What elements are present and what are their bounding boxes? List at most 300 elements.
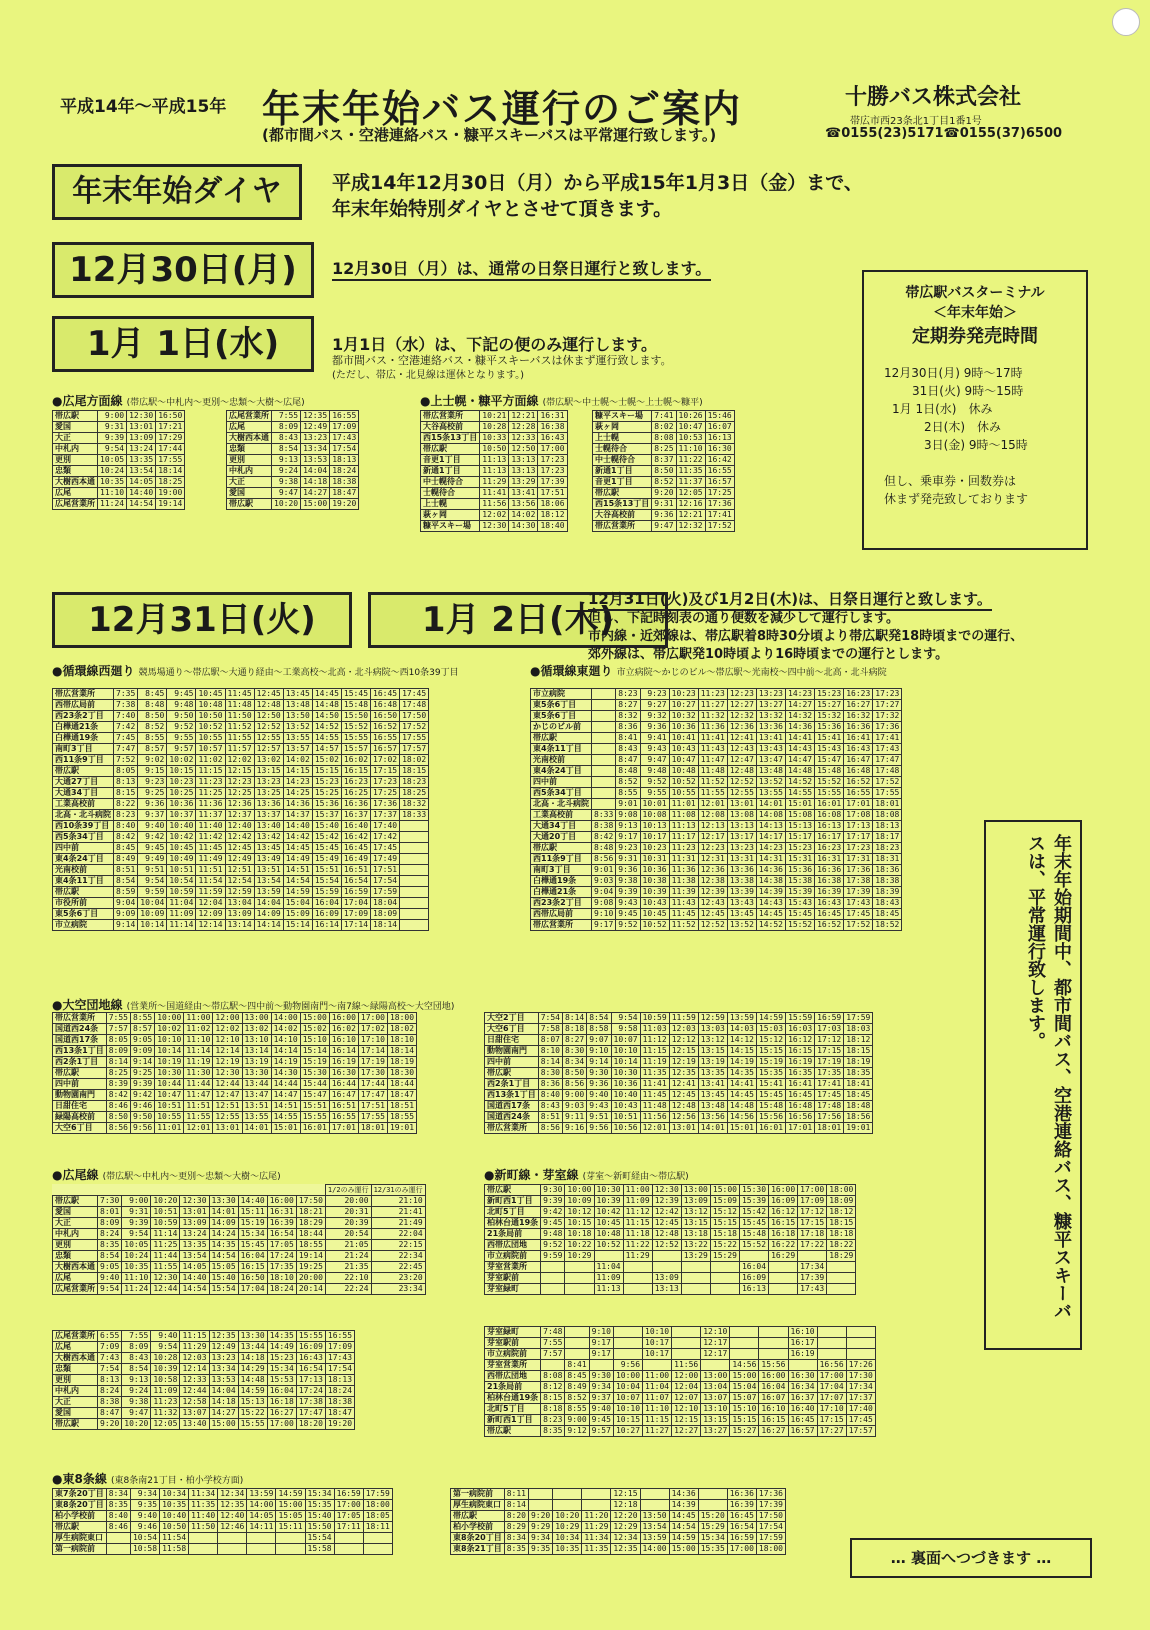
departure-time: 9:12 [565,1426,589,1437]
departure-time: 16:47 [329,1090,358,1101]
departure-time [592,700,616,711]
departure-time: 13:47 [242,1090,271,1101]
stop-name: 芽室営業所 [485,1360,541,1371]
departure-time: 12:45 [225,843,254,854]
departure-time: 13:09 [681,1196,710,1207]
timetable-shinmachi-in [484,1326,876,1437]
departure-time: 14:31 [756,854,785,865]
departure-time: 12:05 [676,488,705,499]
departure-time: 13:15 [701,1415,730,1426]
departure-time: 15:13 [786,821,815,832]
departure-time: 13:51 [254,865,283,876]
departure-time: 14:02 [271,1024,300,1035]
table-row [53,1397,355,1408]
departure-time: 11:45 [196,843,225,854]
stop-name: 西帯広団地 [485,1240,541,1251]
stop-name: 萩ヶ岡 [593,422,652,433]
departure-time: 11:59 [196,887,225,898]
departure-time: 10:20 [272,499,301,510]
departure-time: 8:45 [138,689,167,700]
departure-time: 16:04 [312,898,341,909]
table-row [485,1185,856,1196]
departure-time: 11:42 [196,832,225,843]
departure-time: 17:43 [798,1284,827,1295]
departure-time: 14:55 [312,733,341,744]
timetable-header-cell [53,1185,98,1196]
departure-time: 15:34 [698,1533,727,1544]
stop-name: 士幌待合 [421,488,480,499]
departure-time: 9:01 [616,799,640,810]
departure-time: 16:54 [341,876,370,887]
table-row [421,444,568,455]
stop-name: 白樺通19条 [53,733,114,744]
table-row [53,1218,426,1229]
departure-time: 14:19 [727,1057,756,1068]
departure-time: 11:55 [151,1262,180,1273]
departure-time: 13:41 [756,733,785,744]
departure-time: 10:48 [669,766,698,777]
table-row [421,422,568,433]
departure-time: 14:47 [271,1090,300,1101]
departure-time [400,832,429,843]
stop-name: 大樹西本通 [53,1262,98,1273]
departure-time: 12:31 [698,854,727,865]
departure-time: 12:10 [672,1404,701,1415]
departure-time: 12:00 [213,1013,242,1024]
departure-time: 10:36 [669,722,698,733]
departure-time: 12:47 [727,755,756,766]
stop-name: 第一病院前 [451,1489,505,1500]
stop-name: 大通34丁目 [53,788,114,799]
departure-time: 17:01 [786,1123,815,1134]
departure-time: 16:39 [267,1218,296,1229]
stop-name: 中士幌待合 [421,477,480,488]
departure-time: 16:55 [330,411,359,422]
departure-time: 16:56 [786,1112,815,1123]
departure-time: 8:23 [541,1415,565,1426]
departure-time: 11:58 [160,1544,189,1555]
departure-time: 12:15 [669,1046,698,1057]
departure-time: 16:01 [756,1123,785,1134]
departure-time: 17:55 [358,1112,387,1123]
departure-time [788,1360,817,1371]
table-row [53,1419,355,1430]
departure-time: 12:34 [218,1489,247,1500]
stop-name: 帯広駅 [593,488,652,499]
stop-name: 大空6丁目 [485,1024,539,1035]
departure-time: 9:45 [589,1415,613,1426]
departure-time: 13:23 [301,433,330,444]
stop-name: 東4条24丁目 [531,766,592,777]
departure-time [672,1349,701,1360]
departure-time: 9:40 [151,1331,180,1342]
departure-time: 14:15 [727,1046,756,1057]
departure-time: 12:08 [698,810,727,821]
departure-time: 12:49 [225,854,254,865]
departure-time: 17:59 [756,1533,785,1544]
departure-time: 13:34 [301,444,330,455]
departure-time: 13:43 [727,898,756,909]
departure-time: 9:42 [541,1207,565,1218]
table-row [53,488,185,499]
departure-time: 12:43 [698,898,727,909]
departure-time: 10:29 [553,1522,582,1533]
departure-time: 18:10 [267,1273,296,1284]
departure-time: 11:02 [196,755,225,766]
departure-time: 17:38 [296,1397,325,1408]
departure-time: 14:04 [254,898,283,909]
departure-time: 18:01 [358,1123,387,1134]
departure-time: 11:35 [582,1544,611,1555]
note-0101-sub: 都市間バス・空港連絡バス・糠平スキーバスは休まず運行致します。 [332,354,672,367]
table-row [53,722,429,733]
departure-time: 12:36 [698,865,727,876]
departure-time: 13:45 [283,689,312,700]
departure-time: 9:31 [122,1207,151,1218]
departure-time: 17:42 [371,832,400,843]
departure-time: 15:55 [296,1331,325,1342]
departure-time: 8:42 [106,1090,130,1101]
departure-time: 16:43 [296,1353,325,1364]
departure-time: 17:36 [756,1489,785,1500]
departure-time: 12:36 [727,722,756,733]
departure-time: 13:19 [242,1057,271,1068]
departure-time: 9:50 [167,711,196,722]
departure-time: 8:46 [106,1522,130,1533]
departure-time: 17:56 [815,1112,844,1123]
departure-time: 11:09 [167,909,196,920]
departure-time: 8:50 [106,1112,130,1123]
departure-time: 18:14 [371,920,400,931]
table-row [485,1090,873,1101]
departure-time [400,821,429,832]
departure-time: 15:40 [209,1273,238,1284]
departure-time: 20:14 [296,1284,325,1295]
departure-time: 9:08 [616,810,640,821]
departure-time: 14:19 [271,1057,300,1068]
departure-time: 16:15 [759,1415,788,1426]
departure-time: 10:08 [640,810,669,821]
departure-time: 11:12 [640,1035,669,1046]
departure-time: 8:56 [592,854,616,865]
vertical-notice: 年末年始期間中、都市間バス、空港連絡バス、糠平スキーバスは、平常運行致します。 [984,820,1082,1350]
departure-time: 8:24 [98,1229,122,1240]
departure-time: 18:29 [296,1218,325,1229]
departure-time: 10:10 [643,1327,672,1338]
departure-time: 12:03 [669,1024,698,1035]
departure-time: 14:02 [283,755,312,766]
departure-time: 12:48 [254,700,283,711]
departure-time: 15:54 [312,876,341,887]
departure-time: 12:30 [127,411,156,422]
departure-time: 17:47 [873,755,902,766]
departure-time: 9:23 [640,689,669,700]
departure-time: 10:51 [167,865,196,876]
departure-time: 17:17 [844,832,873,843]
table-row [531,766,902,777]
table-row [53,744,429,755]
departure-time: 11:17 [669,832,698,843]
departure-time: 11:09 [623,1196,652,1207]
departure-time: 12:41 [669,1079,698,1090]
departure-time: 8:49 [565,1382,589,1393]
departure-time: 8:22 [114,799,138,810]
departure-time: 8:14 [106,1057,130,1068]
departure-time: 16:30 [705,444,734,455]
departure-time: 10:58 [130,1544,159,1555]
departure-time: 15:15 [312,766,341,777]
departure-time [592,766,616,777]
departure-time: 13:44 [242,1079,271,1090]
timetable-header-cell [238,1185,267,1196]
stop-name: 帯広駅 [53,1522,107,1533]
departure-time: 10:48 [196,700,225,711]
stop-name: 新町西1丁目 [485,1196,541,1207]
stop-name: 白樺通21条 [531,887,592,898]
stop-name: 中札内 [227,466,272,477]
departure-time: 17:12 [815,1035,844,1046]
departure-time: 12:40 [225,821,254,832]
timetable-kami-out [420,410,568,532]
departure-time: 12:48 [652,1229,681,1240]
departure-time [672,1327,701,1338]
table-row [485,1327,876,1338]
departure-time: 18:40 [538,521,567,532]
departure-time [846,1327,875,1338]
departure-time: 11:15 [180,1331,209,1342]
table-row [593,444,735,455]
departure-time: 16:55 [371,733,400,744]
departure-time: 15:11 [276,1522,305,1533]
departure-time: 8:56 [538,1123,562,1134]
departure-time: 16:52 [371,722,400,733]
departure-time: 19:01 [387,1123,416,1134]
departure-time: 14:51 [283,865,312,876]
departure-time [334,1533,363,1544]
departure-time: 10:36 [640,865,669,876]
departure-time: 13:50 [283,711,312,722]
departure-time: 12:32 [676,521,705,532]
stop-name: 21条局前 [485,1229,541,1240]
departure-time: 8:05 [114,766,138,777]
departure-time: 17:01 [844,799,873,810]
departure-time [218,1533,247,1544]
departure-time: 13:00 [242,1013,271,1024]
departure-time: 16:48 [786,1101,815,1112]
date-box-0101: 1月 1日(水) [52,316,314,372]
departure-time: 15:48 [739,1229,768,1240]
departure-time: 11:48 [698,766,727,777]
departure-time: 7:57 [541,1349,565,1360]
departure-time: 12:00 [672,1371,701,1382]
departure-time: 14:41 [727,1079,756,1090]
departure-time: 18:38 [873,876,902,887]
stop-name: 大空6丁目 [53,1123,107,1134]
table-row [53,1207,426,1218]
departure-time: 10:39 [151,1364,180,1375]
table-row [485,1338,876,1349]
departure-time: 10:41 [669,733,698,744]
stop-name: 更別 [53,1375,98,1386]
departure-time: 11:22 [623,1240,652,1251]
departure-time: 11:34 [582,1533,611,1544]
departure-time: 9:49 [138,854,167,865]
departure-time: 13:44 [238,1342,267,1353]
stop-name: 光南校前 [53,865,114,876]
departure-time: 12:54 [225,876,254,887]
departure-time: 12:27 [727,700,756,711]
terminal-row: 1月 1日(水) 休み [892,402,993,416]
departure-time: 11:04 [643,1382,672,1393]
departure-time: 16:17 [788,1338,817,1349]
departure-time [698,1489,727,1500]
stop-name: 市立病院 [53,920,114,931]
departure-time [541,1273,565,1284]
stop-name: 帯広駅 [53,1196,98,1207]
departure-time: 9:50 [130,1112,154,1123]
departure-time: 7:43 [98,1353,122,1364]
table-row [451,1489,786,1500]
departure-time: 14:37 [283,810,312,821]
departure-time: 12:15 [225,766,254,777]
departure-time: 17:21 [156,422,185,433]
departure-time: 16:40 [788,1404,817,1415]
table-row [485,1196,856,1207]
departure-time: 16:09 [739,1273,768,1284]
table-row [531,832,902,843]
departure-time: 9:48 [167,700,196,711]
departure-time: 14:56 [727,1112,756,1123]
departure-time: 17:59 [363,1489,392,1500]
departure-time: 18:25 [156,477,185,488]
table-row [53,865,429,876]
departure-time: 15:56 [759,1360,788,1371]
departure-time: 8:25 [106,1068,130,1079]
departure-time: 10:05 [122,1240,151,1251]
departure-time: 16:39 [815,887,844,898]
departure-time: 17:30 [846,1371,875,1382]
departure-time: 22:15 [371,1240,425,1251]
stop-name: 忠類 [227,444,272,455]
departure-time: 11:39 [669,887,698,898]
departure-time: 13:54 [640,1522,669,1533]
departure-time: 11:56 [640,1112,669,1123]
departure-time: 12:35 [669,1068,698,1079]
table-row [531,909,902,920]
departure-time: 9:59 [138,887,167,898]
departure-time: 9:47 [122,1408,151,1419]
departure-time: 17:45 [371,843,400,854]
departure-time: 8:42 [592,832,616,843]
departure-time: 16:55 [844,788,873,799]
table-row [485,1404,876,1415]
departure-time: 9:10 [589,1327,613,1338]
departure-time: 17:50 [400,711,429,722]
departure-time: 21:05 [325,1240,371,1251]
stop-name: 帯広営業所 [531,920,592,931]
table-row [53,1511,393,1522]
departure-time: 17:22 [798,1240,827,1251]
departure-time: 14:14 [254,920,283,931]
date-box-0102: 1月 2日(木) [368,592,668,648]
table-row [53,411,185,422]
departure-time [592,744,616,755]
departure-time: 9:45 [616,909,640,920]
departure-time: 9:04 [114,898,138,909]
departure-time: 9:59 [541,1251,565,1262]
departure-time: 10:45 [196,689,225,700]
departure-time: 16:27 [267,1408,296,1419]
departure-time: 8:56 [106,1123,130,1134]
stop-name: 芽室駅前 [485,1273,541,1284]
departure-time: 16:50 [238,1273,267,1284]
stop-name: 大正 [227,477,272,488]
departure-time: 17:43 [330,433,359,444]
stop-name: 柏小学校前 [451,1522,505,1533]
stop-name: 大通27丁目 [53,777,114,788]
table-row [53,821,429,832]
departure-time: 9:17 [616,832,640,843]
stop-name: 広尾 [53,1273,98,1284]
departure-time: 14:54 [209,1251,238,1262]
departure-time: 11:43 [669,898,698,909]
stop-name: 東4条11丁目 [531,744,592,755]
departure-time: 14:52 [756,920,785,931]
departure-time: 16:03 [786,1024,815,1035]
departure-time: 15:47 [300,1090,329,1101]
stop-name: 帯広駅 [485,1068,539,1079]
departure-time: 8:10 [538,1046,562,1057]
departure-time: 17:44 [358,1079,387,1090]
departure-time: 16:10 [788,1327,817,1338]
departure-time: 21:35 [325,1262,371,1273]
departure-time: 17:30 [358,1068,387,1079]
departure-time: 15:49 [312,854,341,865]
departure-time: 17:04 [238,1284,267,1295]
departure-time: 16:04 [267,1386,296,1397]
departure-time: 9:27 [640,700,669,711]
departure-time: 15:44 [300,1079,329,1090]
departure-time: 8:56 [562,1079,586,1090]
table-row [53,1284,426,1295]
departure-time: 16:27 [759,1426,788,1437]
departure-time: 17:14 [341,920,370,931]
departure-time: 9:57 [167,744,196,755]
departure-time: 13:01 [727,799,756,810]
stop-name: 新通1丁目 [593,466,652,477]
departure-time: 15:12 [710,1207,739,1218]
departure-time: 11:54 [160,1533,189,1544]
departure-time: 13:57 [283,744,312,755]
departure-time: 17:54 [756,1522,785,1533]
departure-time: 15:55 [815,788,844,799]
departure-time [189,1544,218,1555]
timetable-header-cell [98,1185,122,1196]
departure-time: 15:15 [710,1218,739,1229]
departure-time: 8:15 [541,1393,565,1404]
departure-time: 11:54 [196,876,225,887]
table-row [53,1013,417,1024]
departure-time: 9:23 [616,843,640,854]
departure-time: 16:37 [341,810,370,821]
departure-time: 9:03 [592,876,616,887]
departure-time: 10:20 [553,1511,582,1522]
departure-time: 10:10 [613,1404,642,1415]
departure-time: 10:05 [98,455,127,466]
departure-time: 15:29 [698,1522,727,1533]
table-row [485,1057,873,1068]
departure-time: 17:00 [727,1544,756,1555]
